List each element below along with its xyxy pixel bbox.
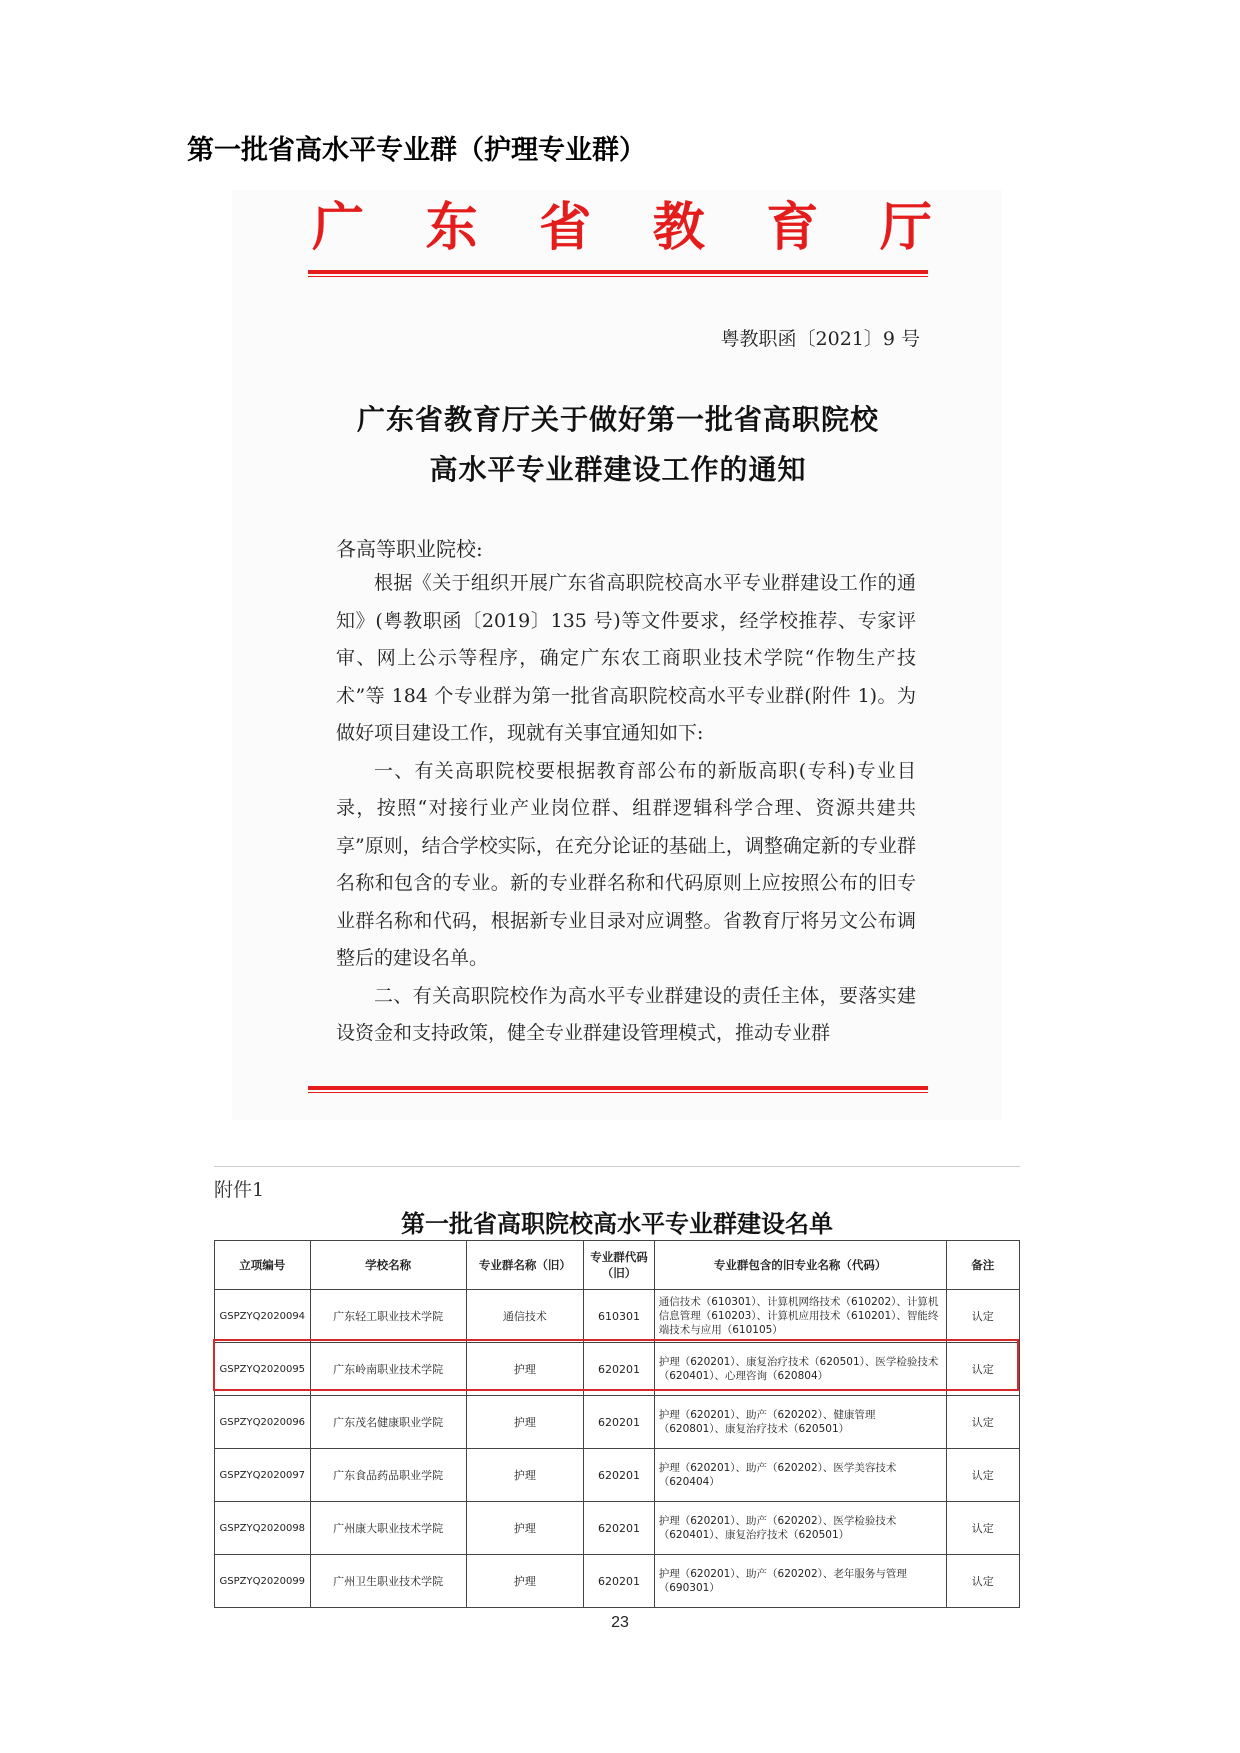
section-heading: 第一批省高水平专业群（护理专业群） <box>187 135 646 166</box>
group-code: 620201 <box>584 1396 654 1449</box>
document-number: 粤教职函〔2021〕9 号 <box>720 328 920 350</box>
group-name: 通信技术 <box>466 1290 584 1343</box>
school-name: 广州康大职业技术学院 <box>310 1502 466 1555</box>
column-header: 专业群包含的旧专业名称（代码） <box>654 1241 946 1290</box>
group-code: 620201 <box>584 1343 654 1396</box>
letterhead-divider-thin <box>308 276 928 277</box>
column-header: 立项编号 <box>215 1241 311 1290</box>
remark: 认定 <box>946 1290 1019 1343</box>
scanned-notice-letter <box>232 190 1002 1120</box>
column-header: 专业群名称（旧） <box>466 1241 584 1290</box>
project-list-table <box>214 1240 1020 1608</box>
column-header: 专业群代码（旧） <box>584 1241 654 1290</box>
project-id: GSPZYQ2020095 <box>215 1343 311 1396</box>
letterhead-char: 东 <box>425 197 478 258</box>
school-name: 广东食品药品职业学院 <box>310 1449 466 1502</box>
school-name: 广东轻工职业技术学院 <box>310 1290 466 1343</box>
page-number: 23 <box>611 1614 629 1631</box>
project-id: GSPZYQ2020094 <box>215 1290 311 1343</box>
attachment-label: 附件1 <box>214 1179 265 1201</box>
table-row <box>215 1290 1020 1343</box>
grid-line <box>214 1166 1020 1167</box>
table-row <box>215 1449 1020 1502</box>
table-row <box>215 1396 1020 1449</box>
school-name: 广东茂名健康职业学院 <box>310 1396 466 1449</box>
letterhead-char: 省 <box>539 197 592 258</box>
remark: 认定 <box>946 1343 1019 1396</box>
footer-divider <box>308 1086 928 1090</box>
letterhead <box>312 197 932 258</box>
remark: 认定 <box>946 1555 1019 1608</box>
letterhead-char: 教 <box>652 197 705 258</box>
letterhead-char: 厅 <box>879 197 932 258</box>
school-name: 广州卫生职业技术学院 <box>310 1555 466 1608</box>
body-paragraph: 一、有关高职院校要根据教育部公布的新版高职(专科)专业目录，按照“对接行业产业岗位群、组群逻辑科学合理、资源共建共享”原则，结合学校实际，在充分论证的基础上，调整确定新的专业群名称和包含的专业。新的专业群名称和代码原则上应按照公布的旧专业群名称和代码，根据新专业目录对应调整。省教育厅将另文公布调整后的建设名单。 <box>336 759 916 969</box>
member-majors: 护理（620201）、助产（620202）、老年服务与管理（690301） <box>654 1555 946 1608</box>
member-majors: 护理（620201）、助产（620202）、医学美容技术（620404） <box>654 1449 946 1502</box>
member-majors: 护理（620201）、助产（620202）、健康管理（620801）、康复治疗技术（620501） <box>654 1396 946 1449</box>
body-paragraph: 二、有关高职院校作为高水平专业群建设的责任主体，要落实建设资金和支持政策，健全专业群建设管理模式，推动专业群 <box>336 984 916 1044</box>
remark: 认定 <box>946 1502 1019 1555</box>
member-majors: 护理（620201）、康复治疗技术（620501）、医学检验技术（620401）、心理咨询（620804） <box>654 1343 946 1396</box>
remark: 认定 <box>946 1449 1019 1502</box>
group-name: 护理 <box>466 1555 584 1608</box>
member-majors: 通信技术（610301）、计算机网络技术（610202）、计算机信息管理（610203）、计算机应用技术（610201）、智能终端技术与应用（610105） <box>654 1290 946 1343</box>
group-code: 620201 <box>584 1449 654 1502</box>
letter-body <box>336 565 916 1053</box>
salutation: 各高等职业院校: <box>336 537 483 561</box>
table-row <box>215 1555 1020 1608</box>
group-name: 护理 <box>466 1396 584 1449</box>
group-code: 620201 <box>584 1555 654 1608</box>
table-title: 第一批省高职院校高水平专业群建设名单 <box>401 1209 833 1238</box>
column-header: 学校名称 <box>310 1241 466 1290</box>
footer-divider-thin <box>308 1092 928 1093</box>
group-name: 护理 <box>466 1502 584 1555</box>
column-header: 备注 <box>946 1241 1019 1290</box>
project-id: GSPZYQ2020097 <box>215 1449 311 1502</box>
group-name: 护理 <box>466 1343 584 1396</box>
group-code: 610301 <box>584 1290 654 1343</box>
project-id: GSPZYQ2020099 <box>215 1555 311 1608</box>
member-majors: 护理（620201）、助产（620202）、医学检验技术（620401）、康复治疗技术（620501） <box>654 1502 946 1555</box>
body-paragraph: 根据《关于组织开展广东省高职院校高水平专业群建设工作的通知》(粤教职函〔2019〕135 号)等文件要求，经学校推荐、专家评审、网上公示等程序，确定广东农工商职业技术学院“作物生产技术”等 184 个专业群为第一批省高职院校高水平专业群(附件 1)。为做好项目建设工作，现就有关事宜通知如下: <box>336 572 916 744</box>
document-title-line2: 高水平专业群建设工作的通知 <box>429 453 807 486</box>
letterhead-divider <box>308 270 928 274</box>
letterhead-char: 广 <box>312 197 365 258</box>
project-id: GSPZYQ2020096 <box>215 1396 311 1449</box>
school-name: 广东岭南职业技术学院 <box>310 1343 466 1396</box>
document-title-line1: 广东省教育厅关于做好第一批省高职院校 <box>356 403 879 436</box>
project-id: GSPZYQ2020098 <box>215 1502 311 1555</box>
table-row-highlighted <box>215 1343 1020 1396</box>
table-row <box>215 1502 1020 1555</box>
table-header-row <box>215 1241 1020 1290</box>
letterhead-char: 育 <box>766 197 819 258</box>
group-name: 护理 <box>466 1449 584 1502</box>
group-code: 620201 <box>584 1502 654 1555</box>
remark: 认定 <box>946 1396 1019 1449</box>
